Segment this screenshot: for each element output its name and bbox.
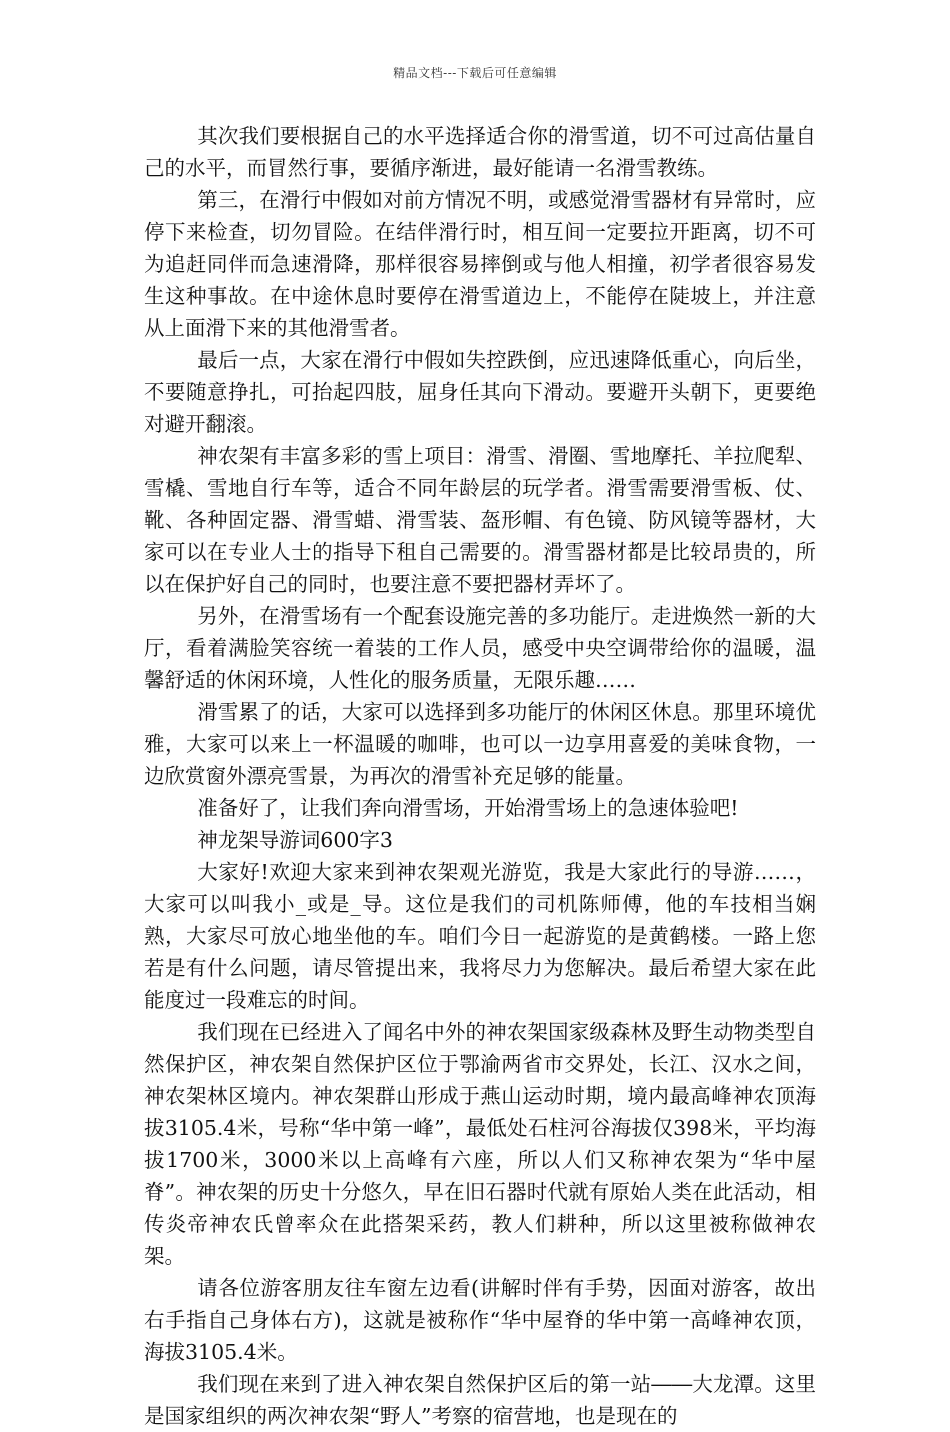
document-body [144,120,816,1432]
paragraph: 准备好了，让我们奔向滑雪场，开始滑雪场上的急速体验吧! [197,796,739,820]
page-header: 精品文档---下载后可任意编辑 [393,66,557,80]
paragraph: 神农架有丰富多彩的雪上项目：滑雪、滑圈、雪地摩托、羊拉爬犁、雪橇、雪地自行车等，适合不同年龄层的玩学者。滑雪需要滑雪板、仗、靴、各种固定器、滑雪蜡、滑雪装、盔形帽、有色镜、防风镜等器材，大家可以在专业人士的指导下租自己需要的。滑雪器材都是比较昂贵的，所以在保护好自己的同时，也要注意不要把器材弄坏了。 [144,444,816,596]
paragraph: 另外，在滑雪场有一个配套设施完善的多功能厅。走进焕然一新的大厅，看着满脸笑容统一着装的工作人员，感受中央空调带给你的温暖，温馨舒适的休闲环境，人性化的服务质量，无限乐趣…… [144,604,816,692]
section-heading: 神龙架导游词600字3 [197,828,393,852]
paragraph: 第三，在滑行中假如对前方情况不明，或感觉滑雪器材有异常时，应停下来检查，切勿冒险。在结伴滑行时，相互间一定要拉开距离，切不可为追赶同伴而急速滑降，那样很容易摔倒或与他人相撞，初学者很容易发生这种事故。在中途休息时要停在滑雪道边上，不能停在陡坡上，并注意从上面滑下来的其他滑雪者。 [144,188,816,340]
paragraph: 滑雪累了的话，大家可以选择到多功能厅的休闲区休息。那里环境优雅，大家可以来上一杯温暖的咖啡，也可以一边享用喜爱的美味食物，一边欣赏窗外漂亮雪景，为再次的滑雪补充足够的能量。 [144,700,816,788]
paragraph: 其次我们要根据自己的水平选择适合你的滑雪道，切不可过高估量自己的水平，而冒然行事，要循序渐进，最好能请一名滑雪教练。 [144,124,816,180]
paragraph: 最后一点，大家在滑行中假如失控跌倒，应迅速降低重心，向后坐，不要随意挣扎，可抬起四肢，屈身任其向下滑动。要避开头朝下，更要绝对避开翻滚。 [144,348,816,436]
paragraph: 我们现在已经进入了闻名中外的神农架国家级森林及野生动物类型自然保护区，神农架自然保护区位于鄂渝两省市交界处，长江、汉水之间，神农架林区境内。神农架群山形成于燕山运动时期，境内最高峰神农顶海拔3105.4米，号称“华中第一峰”，最低处石柱河谷海拔仅398米，平均海拔1700米，3000米以上高峰有六座，所以人们又称神农架为“华中屋脊”。神农架的历史十分悠久，早在旧石器时代就有原始人类在此活动，相传炎帝神农氏曾率众在此搭架采药，教人们耕种，所以这里被称做神农架。 [144,1020,816,1268]
paragraph: 请各位游客朋友往车窗左边看(讲解时伴有手势，因面对游客，故出右手指自己身体右方)，这就是被称作“华中屋脊的华中第一高峰神农顶，海拔3105.4米。 [144,1276,816,1364]
paragraph: 大家好!欢迎大家来到神农架观光游览，我是大家此行的导游……，大家可以叫我小_或是_导。这位是我们的司机陈师傅，他的车技相当娴熟，大家尽可放心地坐他的车。咱们今日一起游览的是黄鹤楼。一路上您若是有什么问题，请尽管提出来，我将尽力为您解决。最后希望大家在此能度过一段难忘的时间。 [144,860,816,1012]
paragraph: 我们现在来到了进入神农架自然保护区后的第一站――大龙潭。这里是国家组织的两次神农架“野人”考察的宿营地，也是现在的 [144,1372,816,1428]
